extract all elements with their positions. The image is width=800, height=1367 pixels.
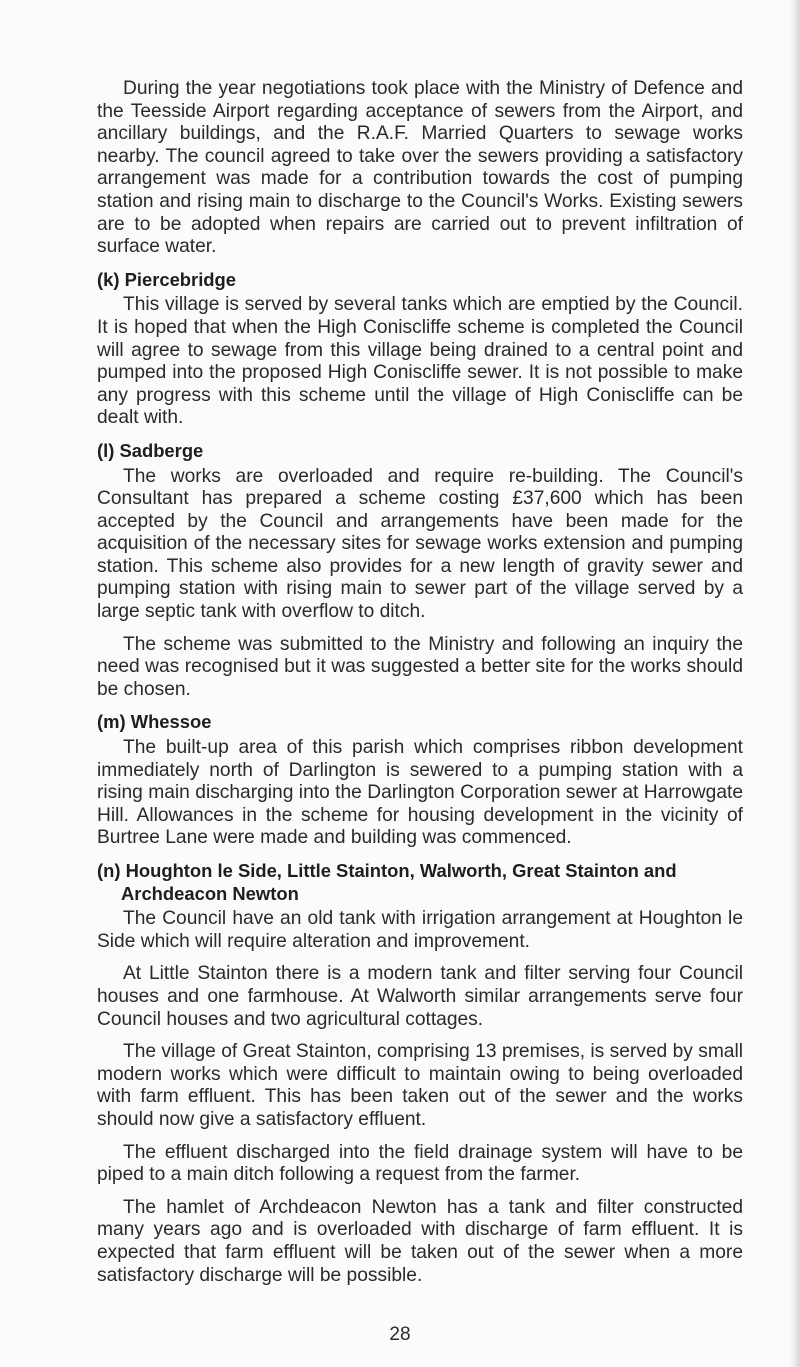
section-paragraph: This village is served by several tanks which are emptied by the Council. It is hoped that when the High Coniscliffe scheme is completed the Council will agree to sewage from this village being drained to a central point and pumped into the proposed High Coniscliffe sewer. It is not possible to make any progress with this scheme until the village of High Coniscliffe can be dealt with. <box>97 294 743 429</box>
intro-paragraph: During the year negotiations took place with the Ministry of Defence and the Teesside Airport regarding acceptance of sewers from the Airport, and ancillary buildings, and the R.A.F. Married Quarters to sewage works nearby. The council agreed to take over the sewers providing a satisfactory arrangement was made for a contribution towards the cost of pumping station and rising main to discharge to the Council's Works. Existing sewers are to be adopted when repairs are carried out to prevent infiltration of surface water. <box>97 78 743 258</box>
section-heading-houghton-le-side: (n) Houghton le Side, Little Stainton, Walworth, Great Stainton and Archdeacon Newton <box>97 860 677 904</box>
section-heading-piercebridge: (k) Piercebridge <box>97 268 236 290</box>
section-paragraph: The works are overloaded and require re-building. The Council's Consultant has prepared a scheme costing £37,600 which has been accepted by the Council and arrangements have been made for the acquisition of the necessary sites for sewage works extension and pumping station. This scheme also provides for a new length of gravity sewer and pumping station with rising main to sewer part of the village served by a large septic tank with overflow to ditch. <box>97 465 743 623</box>
section-houghton-le-side <box>97 860 743 1287</box>
section-paragraph: The village of Great Stainton, comprising 13 premises, is served by small modern works which were difficult to maintain owing to being overloaded with farm effluent. This has been taken out of the sewer and the works should now give a satisfactory effluent. <box>97 1041 743 1130</box>
section-whessoe <box>97 711 743 850</box>
section-paragraph: The scheme was submitted to the Ministry and following an inquiry the need was recognised but it was suggested a better site for the works should be chosen. <box>97 633 743 700</box>
page-body <box>97 78 743 1297</box>
section-sadberge <box>97 440 743 702</box>
section-paragraph: The effluent discharged into the field drainage system will have to be piped to a main ditch following a request from the farmer. <box>97 1141 743 1186</box>
section-piercebridge <box>97 269 743 430</box>
section-heading-whessoe: (m) Whessoe <box>97 711 212 733</box>
section-paragraph: The hamlet of Archdeacon Newton has a tank and filter constructed many years ago and is overloaded with discharge of farm effluent. It is expected that farm effluent will be taken out of the sewer when a more satisfactory discharge will be possible. <box>97 1196 743 1286</box>
section-paragraph: At Little Stainton there is a modern tank and filter serving four Council houses and one farmhouse. At Walworth similar arrangements serve four Council houses and two agricultural cottages. <box>97 963 743 1030</box>
section-paragraph: The Council have an old tank with irrigation arrangement at Houghton le Side which will require alteration and improvement. <box>97 908 743 952</box>
page-number: 28 <box>389 1324 411 1345</box>
page-edge-shadow <box>790 0 800 1367</box>
section-paragraph: The built-up area of this parish which comprises ribbon development immediately north of Darlington is sewered to a pumping station with a rising main discharging into the Darlington Corporation sewer at Harrowgate Hill. Allowances in the scheme for housing development in the vicinity of Burtree Lane were made and building was commenced. <box>97 737 743 849</box>
section-heading-sadberge: (l) Sadberge <box>97 439 204 461</box>
